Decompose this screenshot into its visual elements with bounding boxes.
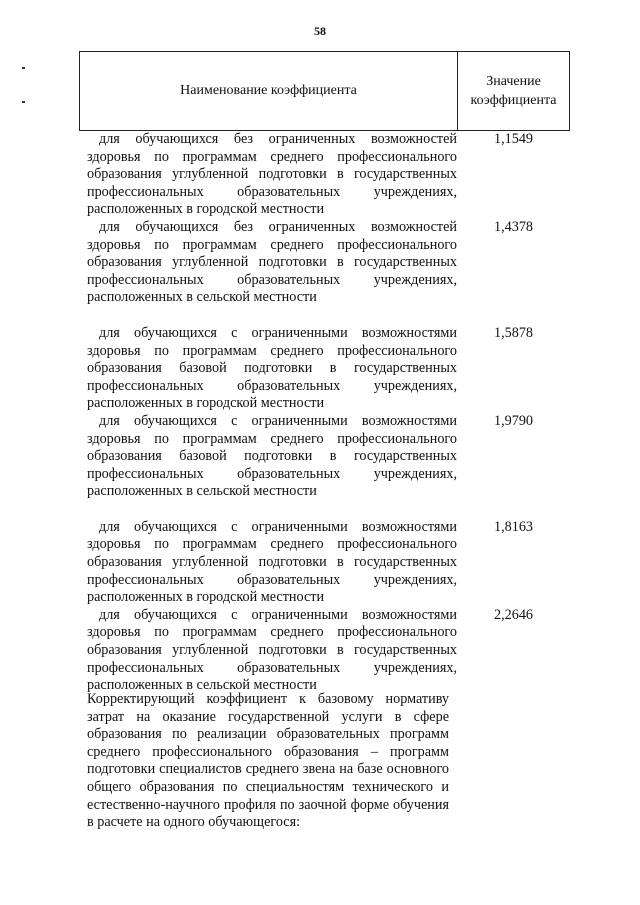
header-coefficient-value: Значение коэффициента xyxy=(470,74,557,108)
coefficient-row xyxy=(79,607,570,695)
table-header xyxy=(79,51,570,131)
row-description: для обучающихся без ограниченных возможностей здоровья по программам среднего профессионального образования углубленной подготовки в государственных профессиональных образовательных учреждениях, расположенных в сельской местности xyxy=(87,218,457,306)
row-value: 1,5878 xyxy=(493,324,533,341)
row-gap xyxy=(79,307,570,325)
row-value: 1,4378 xyxy=(493,218,533,235)
coefficient-row xyxy=(79,219,570,307)
coefficient-row xyxy=(79,413,570,501)
row-description: для обучающихся без ограниченных возможностей здоровья по программам среднего профессионального образования углубленной подготовки в государственных профессиональных образовательных учреждениях, расположенных в городской местности xyxy=(87,131,457,218)
row-value: 1,1549 xyxy=(493,131,533,147)
page-number: 58 xyxy=(314,24,326,38)
scan-mark-bottom xyxy=(22,101,25,103)
row-value: 1,8163 xyxy=(493,518,533,535)
coefficient-row xyxy=(79,519,570,607)
scan-mark-top xyxy=(22,67,25,69)
row-description: для обучающихся с ограниченными возможностями здоровья по программам среднего профессионального образования углубленной подготовки в государственных профессиональных образовательных учреждениях, расположенных в городской местности xyxy=(87,518,457,606)
coefficient-row xyxy=(79,131,570,219)
row-description: для обучающихся с ограниченными возможностями здоровья по программам среднего профессионального образования базовой подготовки в государственных профессиональных образовательных учреждениях, расположенных в сельской местности xyxy=(87,412,457,500)
corrective-coefficient-paragraph: Корректирующий коэффициент к базовому нормативу затрат на оказание государственной услуги в сфере образования по реализации образовательных программ среднего профессионального образования – программ подготовки специалистов среднего звена на базе основного общего образования по специальностям технического и естественно-научного профиля по заочной форме обучения в расчете на одного обучающегося: xyxy=(87,691,449,831)
row-value: 2,2646 xyxy=(493,606,533,623)
coefficient-rows xyxy=(79,131,570,695)
coefficient-row xyxy=(79,325,570,413)
header-coefficient-name: Наименование коэффициента xyxy=(180,83,357,98)
row-gap xyxy=(79,501,570,519)
row-description: для обучающихся с ограниченными возможностями здоровья по программам среднего профессионального образования базовой подготовки в государственных профессиональных образовательных учреждениях, расположенных в городской местности xyxy=(87,324,457,412)
row-value: 1,9790 xyxy=(493,412,533,429)
row-description: для обучающихся с ограниченными возможностями здоровья по программам среднего профессионального образования углубленной подготовки в государственных профессиональных образовательных учреждениях, расположенных в сельской местности xyxy=(87,606,457,694)
